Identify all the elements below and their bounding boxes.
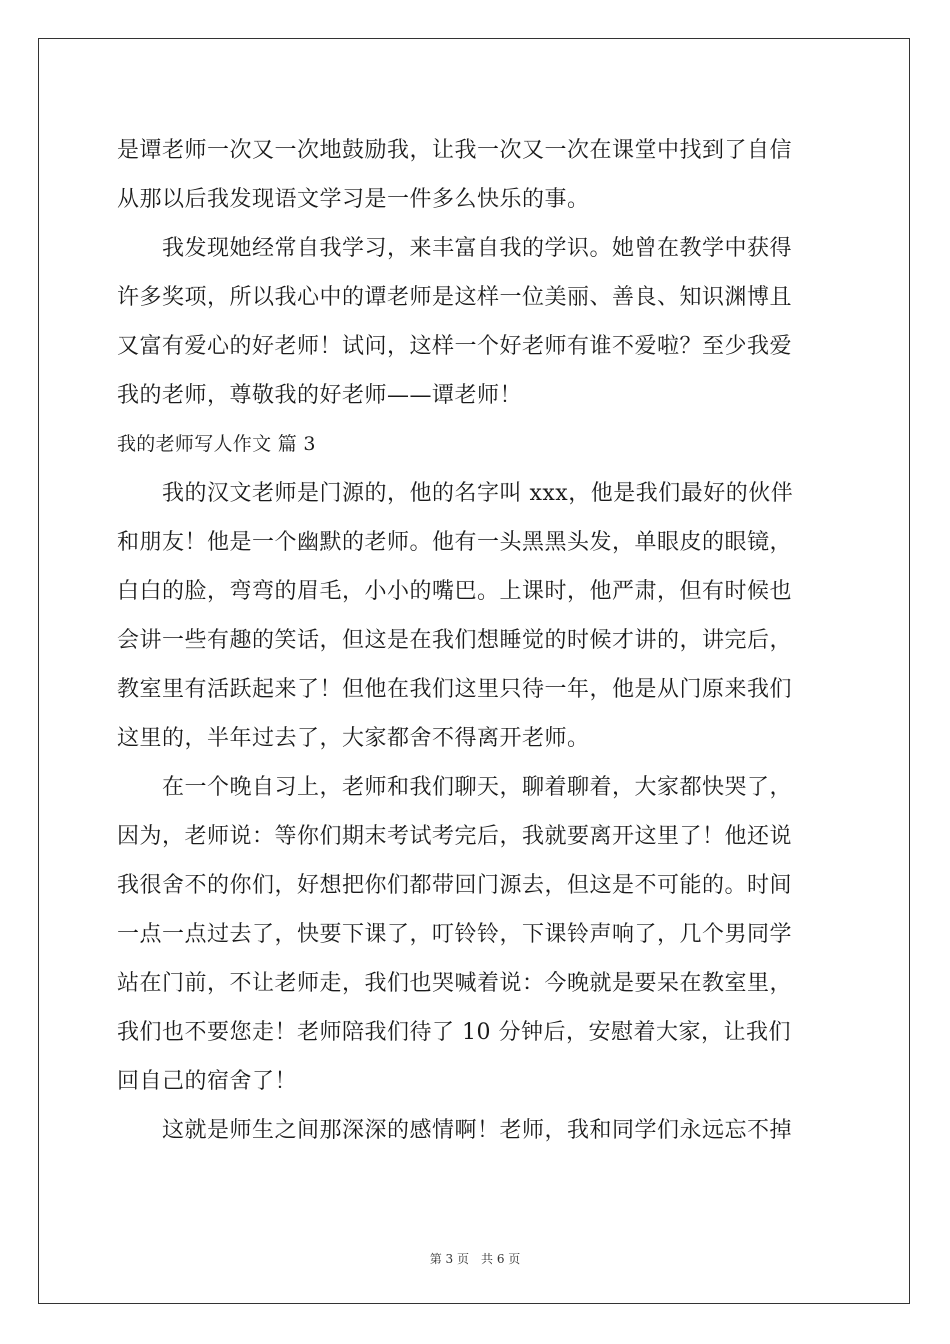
text-line: 我很舍不的你们，好想把你们都带回门源去，但这是不可能的。时间	[117, 873, 793, 898]
page-footer: 第 3 页 共 6 页	[429, 1252, 521, 1266]
text-line: 会讲一些有趣的笑话，但这是在我们想睡觉的时候才讲的，讲完后，	[117, 628, 793, 653]
text-line: 一点一点过去了，快要下课了，叮铃铃，下课铃声响了，几个男同学	[117, 922, 793, 947]
text-line: 这里的，半年过去了，大家都舍不得离开老师。	[117, 726, 590, 751]
text-line: 是谭老师一次又一次地鼓励我，让我一次又一次在课堂中找到了自信	[117, 138, 793, 163]
document-body	[117, 126, 833, 1155]
text-line: 在一个晚自习上，老师和我们聊天，聊着聊着，大家都快哭了，	[117, 775, 793, 800]
text-line: 和朋友！他是一个幽默的老师。他有一头黑黑头发，单眼皮的眼镜，	[117, 530, 793, 555]
text-line: 我的汉文老师是门源的，他的名字叫 xxx，他是我们最好的伙伴	[117, 481, 794, 506]
section-heading: 我的老师写人作文 篇 3	[117, 433, 316, 455]
text-line: 许多奖项，所以我心中的谭老师是这样一位美丽、善良、知识渊博且	[117, 285, 793, 310]
text-line: 我的老师，尊敬我的好老师——谭老师！	[117, 383, 523, 408]
text-line: 这就是师生之间那深深的感情啊！老师，我和同学们永远忘不掉	[117, 1118, 793, 1143]
text-line: 我们也不要您走！老师陪我们待了 10 分钟后，安慰着大家，让我们	[117, 1020, 791, 1045]
text-line: 回自己的宿舍了！	[117, 1069, 298, 1094]
text-line: 又富有爱心的好老师！试问，这样一个好老师有谁不爱啦？至少我爱	[117, 334, 793, 359]
text-line: 因为，老师说：等你们期末考试考完后，我就要离开这里了！他还说	[117, 824, 793, 849]
text-line: 白白的脸，弯弯的眉毛，小小的嘴巴。上课时，他严肃，但有时候也	[117, 579, 793, 604]
text-line: 教室里有活跃起来了！但他在我们这里只待一年，他是从门原来我们	[117, 677, 793, 702]
text-line: 站在门前，不让老师走，我们也哭喊着说：今晚就是要呆在教室里，	[117, 971, 793, 996]
text-line: 我发现她经常自我学习，来丰富自我的学识。她曾在教学中获得	[117, 236, 793, 261]
text-line: 从那以后我发现语文学习是一件多么快乐的事。	[117, 187, 590, 212]
